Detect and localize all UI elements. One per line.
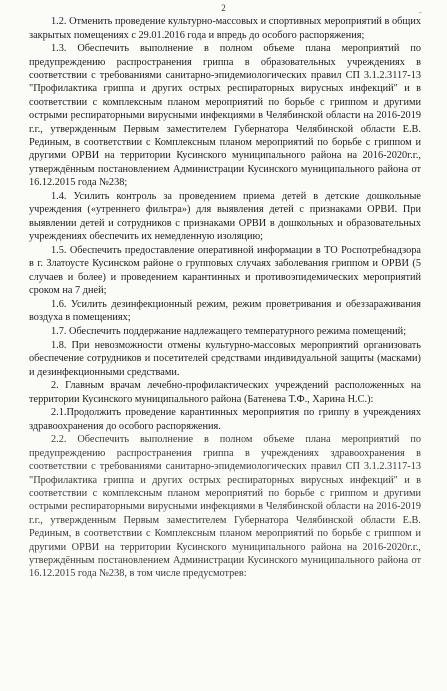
paragraph-1-8: 1.8. При невозможности отмены культурно-массовых мероприятий организовать обеспечение сотрудников и посетителей средствами индивидуальной защиты (масками) и дезинфекционными средствами. [29, 339, 421, 378]
page-mark: - [419, 8, 422, 17]
paragraph-1-3: 1.3. Обеспечить выполнение в полном объеме плана мероприятий по предупреждению распространения гриппа в образовательных учреждениях в соответствии с требованиями санитарно-эпидемиологических правил СП 3.1.2.3117-13 "Профилактика гриппа и других острых респираторных вирусных инфекций" и в соответствии с комплексным планом мероприятий по борьбе с гриппом и другими острыми респираторными вирусными инфекциями в Челябинской области на 2016-2019 г.г., утвержденным Первым заместителем Губернатора Челябинской области Е.В. Рединым, в соответствии с Комплексным планом мероприятий по борьбе с гриппом и другими ОРВИ на территории Кусинского муниципального района на 2016-2020г.г., утверждённым постановлением Администрации Кусинского муниципального района от 16.12.2015 года №238; [29, 43, 421, 189]
paragraph-2: 2. Главным врачам лечебно-профилактических учреждений расположенных на территории Кусинского муниципального района (Батенева Т.Ф., Харина Н.С.): [29, 380, 421, 405]
paragraph-1-2: 1.2. Отменить проведение культурно-массовых и спортивных мероприятий в общих закрытых помещениях с 29.01.2016 года и впредь до особого распоряжения; [29, 16, 421, 41]
paragraph-2-2: 2.2. Обеспечить выполнение в полном объеме плана мероприятий по предупреждению распространения гриппа в учреждениях здравоохранения в соответствии с требованиями санитарно-эпидемиологических правил СП 3.1.2.3117-13 "Профилактика гриппа и других острых респираторных вирусных инфекций" и в соответствии с комплексным планом мероприятий по борьбе с гриппом и другими острыми респираторными вирусными инфекциями в Челябинской области на 2016-2019 г.г., утвержденным Первым заместителем Губернатора Челябинской области Е.В. Рединым, в соответствии с Комплексным планом мероприятий по борьбе с гриппом и другими ОРВИ на территории Кусинского муниципального района на 2016-2020г.г., утверждённым постановлением Администрации Кусинского муниципального района от 16.12.2015 года №238, в том числе предусмотрев: [29, 434, 421, 580]
document-body [29, 15, 421, 581]
paragraph-1-7: 1.7. Обеспечить поддержание надлежащего температурного режима помещений; [51, 326, 407, 338]
paragraph-1-4: 1.4. Усилить контроль за проведением приема детей в детские дошкольные учреждения («утреннего фильтра») для выявления детей с признаками ОРВИ. При выявлении детей и сотрудников с признаками ОРВИ в дошкольных и образовательных учреждениях обеспечить их немедленную изоляцию; [29, 190, 421, 243]
paragraph-1-5: 1.5. Обеспечить предоставление оперативной информации в ТО Роспотребнадзора в г. Златоусте Кусинском районе о групповых случаях заболевания гриппом и ОРВИ (5 случаев и более) и проведением карантинных и противоэпидемических мероприятий сроком на 7 дней; [29, 244, 421, 297]
page-number: 2 [221, 3, 226, 13]
paragraph-2-1: 2.1.Продолжить проведение карантинных мероприятия по гриппу в учреждениях здравоохранения до особого распоряжения. [29, 407, 421, 432]
paragraph-1-6: 1.6. Усилить дезинфекционный режим, режим проветривания и обеззараживания воздуха в помещениях; [29, 298, 421, 324]
